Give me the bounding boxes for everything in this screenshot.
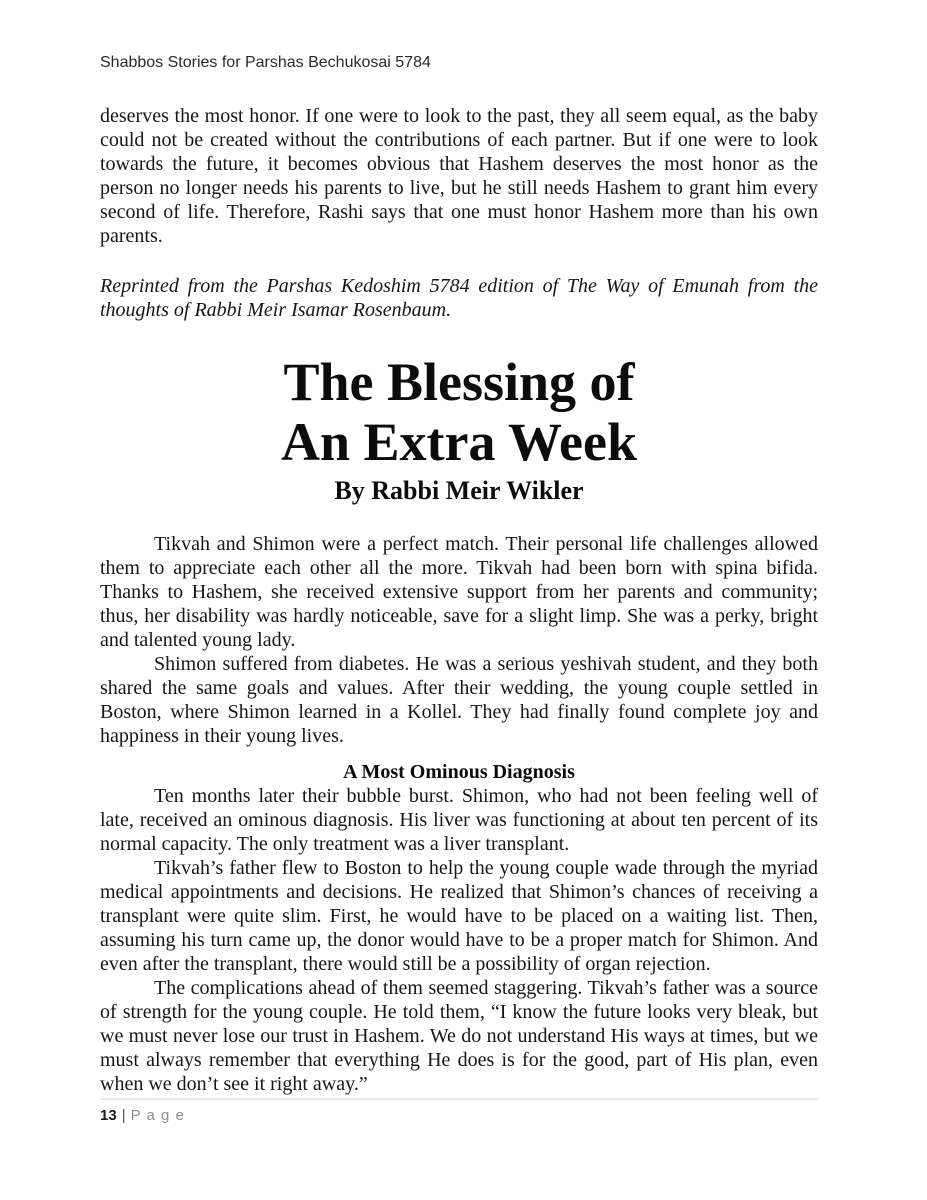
story-paragraph: Shimon suffered from diabetes. He was a serious yeshivah student, and they both shared the same goals and values. After their wedding, the young couple settled in Boston, where Shimon learned in a Kollel. They had finally found complete joy and happiness in their young lives. bbox=[100, 653, 818, 747]
footer-separator: | bbox=[121, 1107, 126, 1124]
story-section bbox=[100, 532, 818, 1096]
intro-paragraph: deserves the most honor. If one were to look to the past, they all seem equal, as the baby could not be created without the contributions of each partner. But if one were to look towards the future, it becomes obvious that Hashem deserves the most honor as the person no longer needs his parents to live, but he still needs Hashem to grant him every second of life. Therefore, Rashi says that one must honor Hashem more than his own parents. bbox=[100, 105, 818, 247]
article-byline: By Rabbi Meir Wikler bbox=[334, 476, 584, 505]
story-paragraph: Tikvah’s father flew to Boston to help the young couple wade through the myriad medical appointments and decisions. He realized that Shimon’s chances of receiving a transplant were quite slim. First, he would have to be placed on a waiting list. Then, assuming his turn came up, the donor would have to be a proper match for Shimon. And even after the transplant, there would still be a possibility of organ rejection. bbox=[100, 857, 818, 975]
article-title-line-2: An Extra Week bbox=[280, 412, 637, 472]
attribution-paragraph: Reprinted from the Parshas Kedoshim 5784 edition of The Way of Emunah from the thoughts of Rabbi Meir Isamar Rosenbaum. bbox=[100, 275, 818, 321]
footer-page-number: 13 bbox=[100, 1107, 117, 1124]
story-paragraph: Tikvah and Shimon were a perfect match. Their personal life challenges allowed them to appreciate each other all the more. Tikvah had been born with spina bifida. Thanks to Hashem, she received extensive support from her parents and community; thus, her disability was hardly noticeable, save for a slight limp. She was a perky, bright and talented young lady. bbox=[100, 533, 818, 651]
article-title bbox=[100, 352, 818, 472]
story-paragraph: The complications ahead of them seemed staggering. Tikvah’s father was a source of strength for the young couple. He told them, “I know the future looks very bleak, but we must never lose our trust in Hashem. We do not understand His ways at times, but we must always remember that everything He does is for the good, part of His plan, even when we don’t see it right away.” bbox=[100, 977, 818, 1095]
article-title-line-1: The Blessing of bbox=[283, 352, 635, 412]
page-header bbox=[100, 53, 818, 73]
story-paragraph: Ten months later their bubble burst. Shimon, who had not been feeling well of late, received an ominous diagnosis. His liver was functioning at about ten percent of its normal capacity. The only treatment was a liver transplant. bbox=[100, 785, 818, 855]
page-footer bbox=[100, 1098, 818, 1125]
footer-page-label: P a g e bbox=[130, 1107, 185, 1124]
document-body bbox=[100, 104, 818, 1096]
header-title: Shabbos Stories for Parshas Bechukosai 5784 bbox=[100, 54, 431, 71]
section-heading: A Most Ominous Diagnosis bbox=[343, 761, 575, 783]
